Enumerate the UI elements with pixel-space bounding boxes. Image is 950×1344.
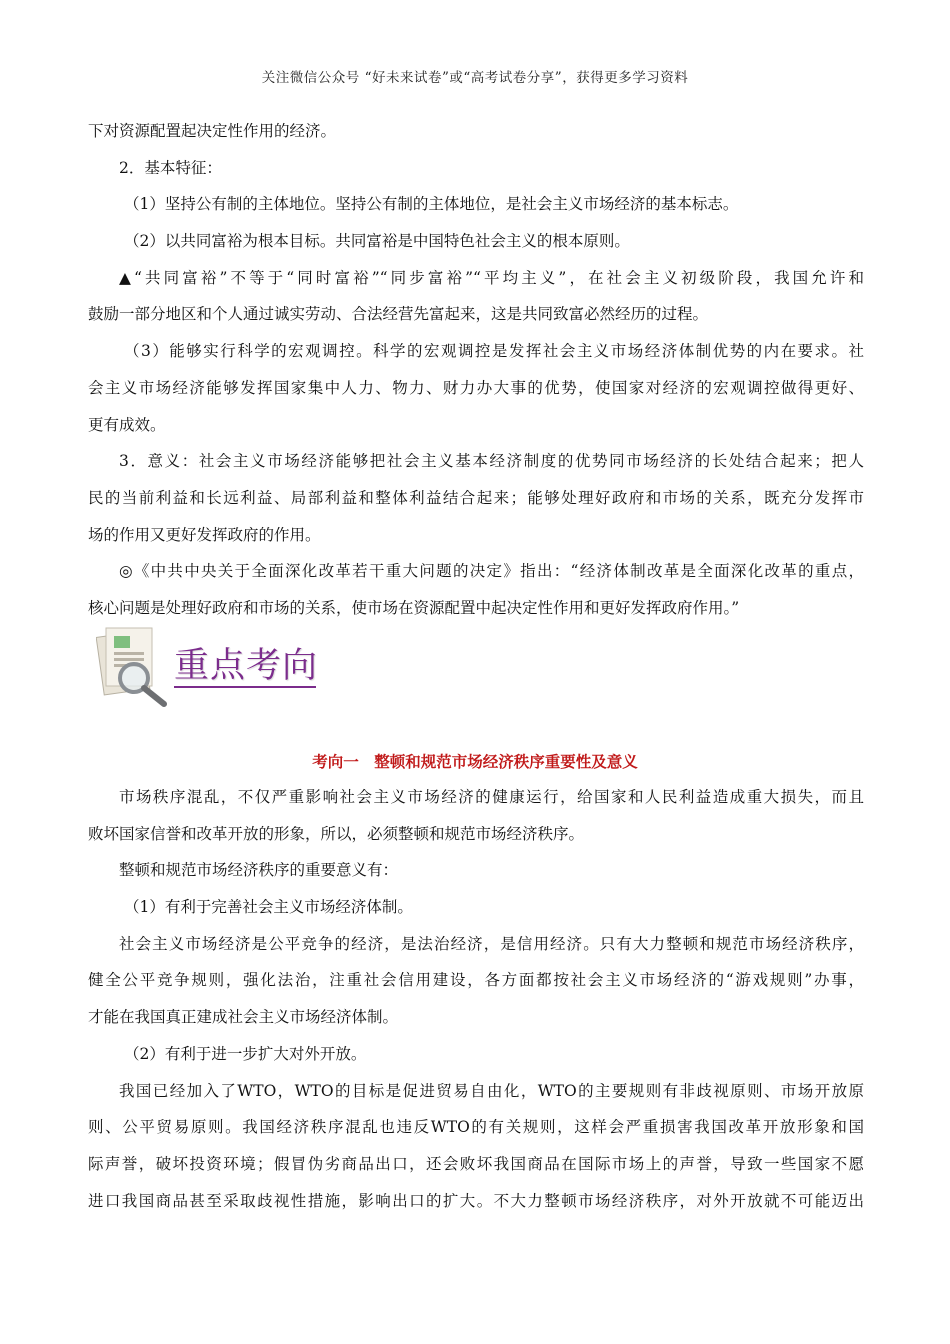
paragraph-line: 则、公平贸易原则。我国经济秩序混乱也违反WTO的有关规则，这样会严重损害我国改革开放形象和国 — [88, 1118, 864, 1137]
paragraph-line: 会主义市场经济能够发挥国家集中人力、物力、财力办大事的优势，使国家对经济的宏观调控做得更好、 — [88, 378, 864, 397]
paragraph-line: 市场秩序混乱，不仅严重影响社会主义市场经济的健康运行，给国家和人民利益造成重大损失，而且 — [119, 788, 864, 806]
paragraph-line: ◎《中共中央关于全面深化改革若干重大问题的决定》指出：“经济体制改革是全面深化改革的重点， — [119, 562, 864, 581]
paragraph-line: 更有成效。 — [88, 415, 166, 434]
paragraph-line: 民的当前利益和长远利益、局部利益和整体利益结合起来；能够处理好政府和市场的关系，既充分发挥市 — [88, 488, 864, 507]
magnifier-document-icon — [96, 620, 174, 708]
paragraph-line: ▲“共同富裕”不等于“同时富裕”“同步富裕”“平均主义”，在社会主义初级阶段，我国允许和 — [119, 268, 864, 287]
paragraph-line: （1）有利于完善社会主义市场经济体制。 — [124, 898, 413, 917]
paragraph-line: 3．意义：社会主义市场经济能够把社会主义基本经济制度的优势同市场经济的长处结合起来；把人 — [119, 452, 864, 471]
page-header: 关注微信公众号 “好未来试卷”或“高考试卷分享”，获得更多学习资料 — [261, 70, 689, 86]
paragraph-line: 进口我国商品甚至采取歧视性措施，影响出口的扩大。不大力整顿市场经济秩序，对外开放就不可能迈出 — [88, 1191, 864, 1210]
paragraph-line: 才能在我国真正建成社会主义市场经济体制。 — [88, 1008, 399, 1027]
paragraph-line: 健全公平竞争规则，强化法治，注重社会信用建设，各方面都按社会主义市场经济的“游戏规则”办事， — [88, 971, 864, 990]
logo-title: 重点考向 — [174, 646, 319, 686]
paragraph-line: 核心问题是处理好政府和市场的关系，使市场在资源配置中起决定性作用和更好发挥政府作用。” — [88, 598, 740, 617]
paragraph-line: 场的作用又更好发挥政府的作用。 — [88, 525, 321, 544]
paragraph-line: （3）能够实行科学的宏观调控。科学的宏观调控是发挥社会主义市场经济体制优势的内在要求。社 — [124, 342, 864, 361]
section-title: 考向一 整顿和规范市场经济秩序重要性及意义 — [312, 752, 638, 771]
paragraph-line: 际声誉，破坏投资环境；假冒伪劣商品出口，还会败坏我国商品在国际市场上的声誉，导致一些国家不愿 — [88, 1154, 864, 1173]
paragraph-line: 2．基本特征： — [119, 158, 222, 177]
logo-underline — [174, 686, 316, 688]
paragraph-line: （1）坚持公有制的主体地位。坚持公有制的主体地位，是社会主义市场经济的基本标志。 — [124, 195, 739, 214]
paragraph-line: 整顿和规范市场经济秩序的重要意义有： — [119, 861, 399, 880]
key-points-logo — [96, 620, 336, 708]
paragraph-line: 败坏国家信誉和改革开放的形象，所以，必须整顿和规范市场经济秩序。 — [88, 824, 585, 843]
paragraph-line: 我国已经加入了WTO，WTO的目标是促进贸易自由化，WTO的主要规则有非歧视原则、市场开放原 — [119, 1081, 864, 1100]
paragraph-line: 鼓励一部分地区和个人通过诚实劳动、合法经营先富起来，这是共同致富必然经历的过程。 — [88, 305, 709, 324]
body-text-part2 — [88, 779, 864, 1219]
paragraph-line: （2）以共同富裕为根本目标。共同富裕是中国特色社会主义的根本原则。 — [124, 232, 630, 251]
body-text-part1 — [88, 113, 864, 627]
paragraph-line: （2）有利于进一步扩大对外开放。 — [124, 1044, 367, 1063]
paragraph-line: 下对资源配置起决定性作用的经济。 — [88, 122, 337, 140]
paragraph-line: 社会主义市场经济是公平竞争的经济，是法治经济，是信用经济。只有大力整顿和规范市场经济秩序， — [119, 934, 864, 953]
